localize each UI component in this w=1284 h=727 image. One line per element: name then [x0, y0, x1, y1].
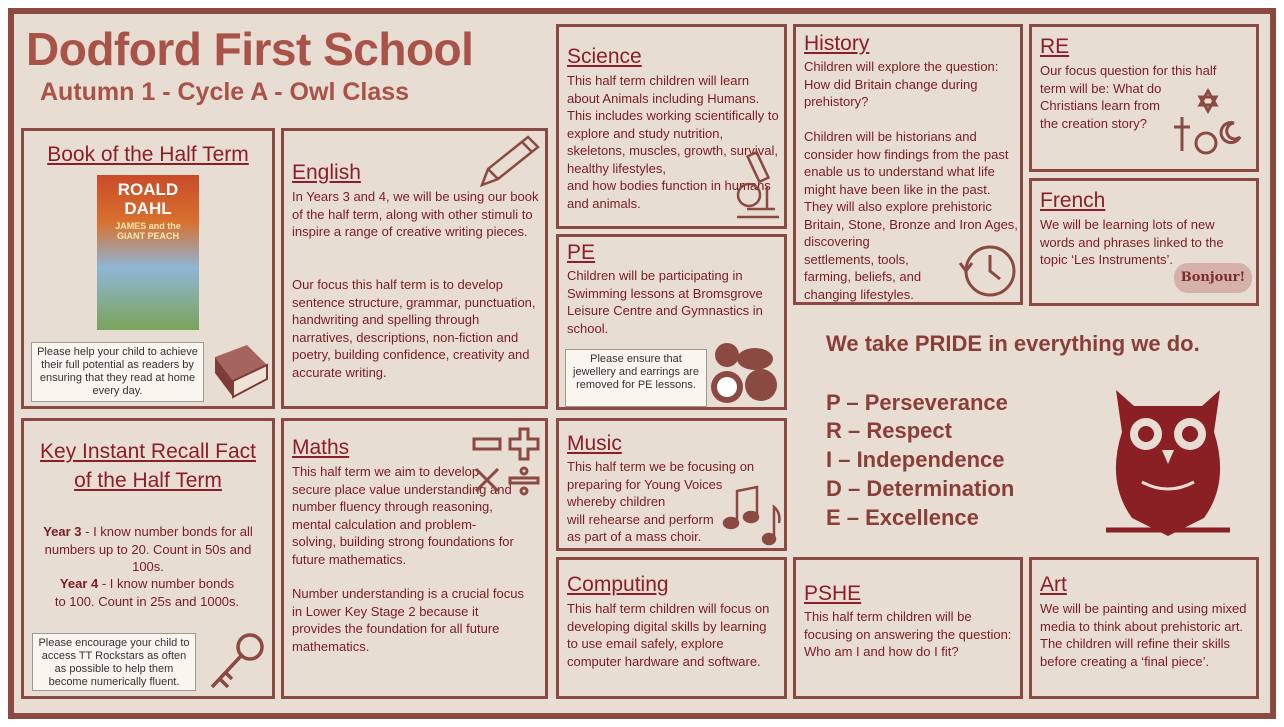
- maths-paragraph-1: This half term we aim to develop secure place value understanding and number fluency through reasoning, mental calculation and problem-solving, building strong foundations for future mathematics.: [292, 464, 514, 567]
- pshe-panel: [793, 557, 1023, 699]
- history-paragraph-2: Children will be historians and consider how findings from the past enable us to understand what life might have been like in the past. They will also explore prehistoric Britain, Stone, Bronze and Iron Ages, discovering settlements, tools, farming, beliefs, and changing lifestyles.: [804, 129, 1018, 302]
- microscope-icon: [729, 147, 785, 227]
- english-paragraph-1: In Years 3 and 4, we will be using our book of the half term, along with other stimuli to inspire a range of creative writing pieces.: [292, 189, 539, 239]
- music-panel: [556, 418, 787, 551]
- pride-value-i: I – Independence: [826, 447, 1005, 472]
- book-panel: [21, 128, 275, 409]
- pe-panel: [556, 234, 787, 410]
- pe-text: Children will be participating in Swimming lessons at Bromsgrove Leisure Centre and Gymnastics in school.: [567, 268, 763, 336]
- krf-panel: [21, 418, 275, 699]
- science-text: This half term children will learn about Animals including Humans. This includes working scientifically to explore and study nutrition, skeletons, muscles, growth, survival, healthy lifestyles, and how bodies function in humans and animals.: [567, 73, 779, 211]
- book-heading: Book of the Half Term: [47, 143, 249, 166]
- music-heading: Music: [567, 432, 622, 455]
- book-cover-author: ROALD DAHL: [117, 180, 179, 218]
- book-icon: [207, 341, 273, 403]
- krf-year-3: [32, 523, 264, 576]
- art-heading: Art: [1040, 573, 1067, 596]
- music-text: This half term we be focusing on preparing for Young Voices whereby children will rehearse and perform as part of a mass choir.: [567, 459, 755, 544]
- pride-heading: We take PRIDE in everything we do.: [826, 331, 1200, 356]
- science-panel: [556, 24, 787, 229]
- pride-value-p: P – Perseverance: [826, 390, 1008, 415]
- english-paragraph-2: Our focus this half term is to develop sentence structure, grammar, punctuation, handwriting and spelling through narratives, descriptions, non-fiction and poetry, building confidence, creativity and accurate writing.: [292, 277, 536, 380]
- owl-icon: [1096, 372, 1240, 542]
- computing-heading: Computing: [567, 573, 669, 596]
- re-panel: [1029, 24, 1259, 172]
- book-note: Please help your child to achieve their full potential as readers by ensuring that they read at home every day.: [31, 342, 204, 402]
- maths-panel: [281, 418, 548, 699]
- history-panel: [793, 24, 1023, 305]
- krf-heading-line-1: Key Instant Recall Fact: [40, 440, 256, 463]
- krf-note: Please encourage your child to access TT Rockstars as often as possible to help them become numerically fluent.: [32, 633, 196, 691]
- science-heading: Science: [567, 45, 642, 68]
- krf-year-4-text: - I know number bonds to 100. Count in 25s and 1000s.: [54, 576, 240, 609]
- french-text: We will be learning lots of new words and phrases linked to the topic ‘Les Instruments’.: [1040, 217, 1224, 267]
- krf-year-4: [54, 575, 240, 610]
- re-text: Our focus question for this half term will be: What do Christians learn from the creation story?: [1040, 63, 1217, 131]
- art-text: We will be painting and using mixed media to think about prehistoric art. The children will refine their skills before creating a ‘final piece’.: [1040, 601, 1247, 669]
- pride-value-r: R – Respect: [826, 418, 952, 443]
- french-panel: [1029, 178, 1259, 306]
- history-heading: History: [804, 32, 870, 55]
- bonjour-badge: Bonjour!: [1174, 263, 1252, 293]
- book-cover: [97, 175, 199, 330]
- krf-year-3-text: - I know number bonds for all numbers up to 20. Count in 50s and 100s.: [44, 524, 253, 574]
- key-icon: [204, 629, 270, 697]
- computing-text: This half term children will focus on developing digital skills by learning to use email safely, explore computer hardware and software.: [567, 601, 770, 669]
- krf-year-4-label: Year 4: [59, 576, 99, 591]
- re-heading: RE: [1040, 35, 1070, 58]
- music-notes-icon: [721, 483, 783, 547]
- krf-year-3-label: Year 3: [43, 524, 82, 539]
- maths-paragraph-2: Number understanding is a crucial focus in Lower Key Stage 2 because it provides the foundation for all future mathematics.: [292, 586, 524, 654]
- page-title: Dodford First School: [26, 23, 474, 75]
- french-heading: French: [1040, 189, 1106, 212]
- pe-note: Please ensure that jewellery and earrings are removed for PE lessons.: [565, 349, 707, 407]
- sports-balls-icon: [709, 339, 781, 407]
- math-symbols-icon: [470, 425, 544, 501]
- pride-value-d: D – Determination: [826, 476, 1015, 501]
- page-subtitle: Autumn 1 - Cycle A - Owl Class: [40, 78, 410, 106]
- art-panel: [1029, 557, 1259, 699]
- religious-symbols-icon: [1170, 87, 1254, 171]
- computing-panel: [556, 557, 787, 699]
- history-paragraph-1: Children will explore the question: How did Britain change during prehistory?: [804, 59, 999, 109]
- pe-heading: PE: [567, 241, 596, 264]
- pshe-text: This half term children will be focusing on answering the question: Who am I and how do I fit?: [804, 609, 1012, 659]
- pencil-icon: [474, 133, 544, 193]
- english-heading: English: [292, 161, 361, 184]
- book-cover-title: JAMES and the GIANT PEACH: [115, 221, 181, 241]
- maths-heading: Maths: [292, 436, 350, 459]
- pride-value-e: E – Excellence: [826, 505, 979, 530]
- english-panel: [281, 128, 548, 409]
- pshe-heading: PSHE: [804, 582, 862, 605]
- clock-icon: [948, 237, 1022, 301]
- krf-heading-line-2: of the Half Term: [74, 469, 222, 492]
